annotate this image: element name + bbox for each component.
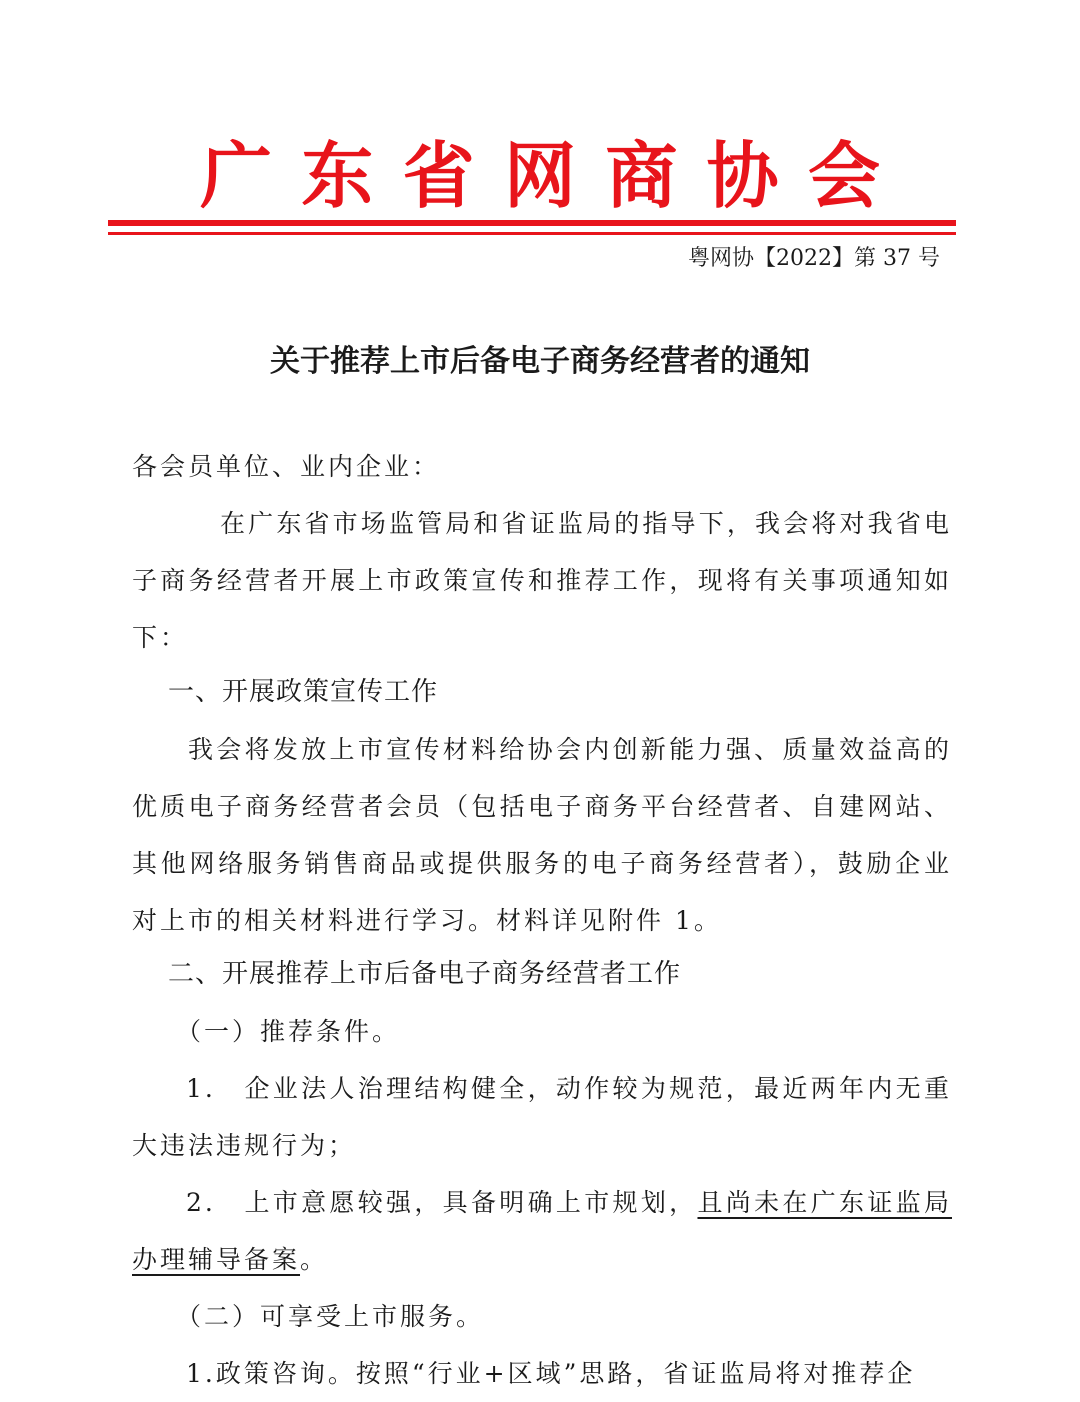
masthead-char: 东 [301,133,374,218]
section-2-heading: 二、开展推荐上市后备电子商务经营者工作 [168,959,682,989]
condition-item-2-end: 。 [300,1245,329,1274]
subsection-2-heading: （二）可享受上市服务。 [176,1302,485,1331]
subsection-1-heading: （一）推荐条件。 [176,1017,401,1046]
condition-item-2 [132,1174,952,1288]
masthead-char: 商 [605,133,678,218]
org-masthead [200,133,880,218]
document-title: 关于推荐上市后备电子商务经营者的通知 [270,344,810,379]
condition-item-2-emphasis: 且尚未在广东证监局办理辅导备案 [132,1188,952,1274]
intro-paragraph: 在广东省市场监管局和省证监局的指导下，我会将对我省电子商务经营者开展上市政策宣传和推荐工作，现将有关事项通知如下： [132,509,952,652]
masthead-char: 网 [503,133,576,218]
header-rule-thick [108,220,956,226]
document-number: 粤网协【2022】第 37 号 [688,246,940,271]
condition-item-1: 1. 企业法人治理结构健全，动作较为规范，最近两年内无重大违法违规行为； [132,1074,952,1160]
section-1-body: 我会将发放上市宣传材料给协会内创新能力强、质量效益高的优质电子商务经营者会员（包括电子商务平台经营者、自建网站、其他网络服务销售商品或提供服务的电子商务经营者），鼓励企业对上市的相关材料进行学习。材料详见附件 1。 [132,735,952,935]
condition-item-2-text: 2. 上市意愿较强，具备明确上市规划， [186,1188,698,1217]
masthead-char: 广 [200,133,273,218]
section-1-heading: 一、开展政策宣传工作 [168,677,439,707]
masthead-char: 协 [706,133,779,218]
service-item-1: 1.政策咨询。按照“行业+区域”思路，省证监局将对推荐企 [186,1359,916,1388]
masthead-char: 会 [807,133,880,218]
salutation: 各会员单位、业内企业： [132,452,441,481]
masthead-char: 省 [402,133,475,218]
header-rule-thin [108,232,956,235]
